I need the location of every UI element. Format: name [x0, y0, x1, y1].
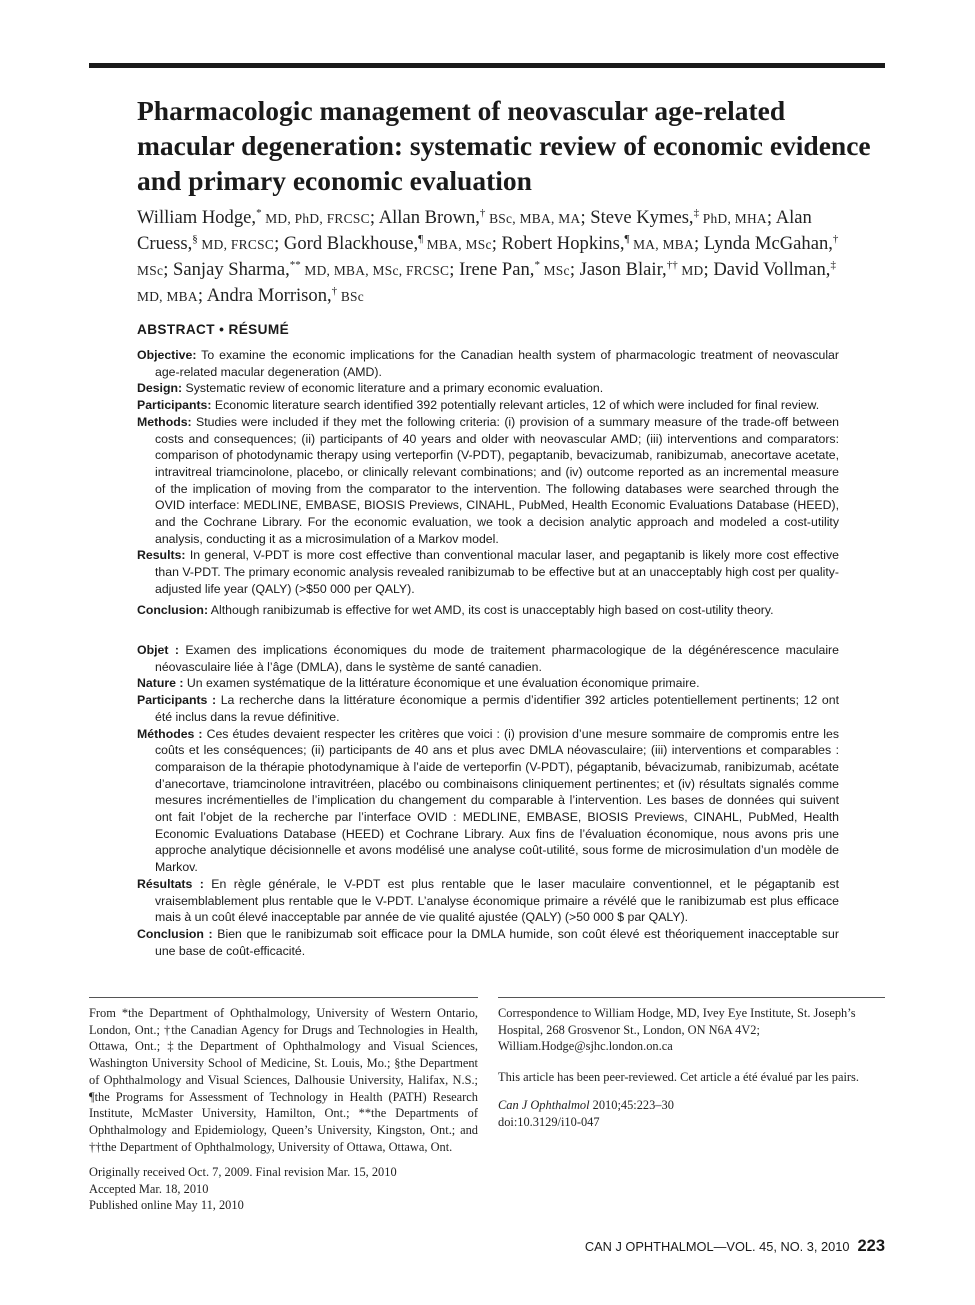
abstract-section: [137, 397, 839, 414]
author: [580, 259, 714, 280]
section-label: Design:: [137, 381, 183, 396]
author-separator: ;: [766, 207, 776, 228]
citation-doi: doi:10.3129/i10-047: [498, 1114, 600, 1129]
affiliations: From *the Department of Ophthalmology, University of Western Ontario, London, Ont.; †the Canadian Agency for Drugs and Technologies in Health, Ottawa, Ont.; ‡the Department of Ophthalmology and Visual Sciences, Washington University School of Medicine, St. Louis, Mo.; §the Department of Ophthalmology and Visual Sciences, Dalhousie University, Halifax, N.S.; ¶the Programs for Assessment of Technology in Health (PATH) Research Institute, McMaster University, Hamilton, Ont.; **the Departments of Ophthalmology and Epidemiology, Queen’s University, Kingston, Ont.; and ††the Department of Ophthalmology, University of Ottawa, Ottawa, Ont.: [89, 1006, 478, 1154]
affiliation-mark: *: [256, 206, 262, 219]
section-text: Examen des implications économiques du mode de traitement pharmacologique de la dégénérescence maculaire néovasculaire liée à l’âge (DMLA), dans le système de santé canadien.: [155, 643, 839, 674]
citation: [498, 1097, 885, 1130]
abstract-section: [137, 602, 839, 619]
section-text: Although ranibizumab is effective for wet AMD, its cost is unacceptably high based on cost-utility theory.: [208, 602, 774, 617]
author-name: Robert Hopkins,: [501, 233, 625, 254]
author-separator: ;: [580, 207, 591, 228]
affiliation-mark: ‡: [693, 206, 700, 219]
author-degrees: MD: [677, 263, 704, 278]
author-degrees: MD, PhD, FRCSC: [261, 211, 370, 226]
author: [502, 233, 704, 254]
section-label: Méthodes :: [137, 726, 203, 741]
abstract-section: [137, 876, 839, 926]
section-text: Ces études devaient respecter les critères que voici : (i) provision d’une mesure sommaire de compromis entre les coûts et les conséquences; (ii) participants de 40 ans et plus avec DMLA néovasculaire; (iii) interventions et comparables : comparaison de la thérapie photodynamique à l’aide de verteporfin (V-PDT), pégaptanib, bévacizumab, ranibizumab, acétate d’anecortave, triamcinolone intravitréen, placébo ou combinaisons cliniquement pertinentes; et (iv) résultats signalés comme mesures incrémentielles de l’implication du changement du comparable à l’intervention. Les bases de données qui suivent ont fait l’objet de la recherche par l’interface OVID : MEDLINE, EMBASE, BIOSIS Previews, CINAHL, PubMed, Health Economic Evaluations Database (HEED) et Cochrane Library. Aux fins de l’évaluation économique, nous avons pris une approche analytique décisionnelle et avons modélisé une analyse coût-utilité, sous forme de microsimulation d’un modèle de Markov.: [155, 726, 840, 875]
author-separator: ;: [449, 259, 460, 280]
author: [459, 259, 580, 280]
author-name: Sanjay Sharma,: [173, 259, 290, 280]
author-name: Andra Morrison,: [206, 285, 332, 306]
author-degrees: MD, FRCSC: [197, 237, 275, 252]
date-received: Originally received Oct. 7, 2009. Final revision Mar. 15, 2010: [89, 1165, 397, 1179]
author-name: Gord Blackhouse,: [283, 233, 419, 254]
section-label: Objective:: [137, 348, 197, 362]
abstract-section: [137, 726, 839, 876]
affiliation-mark: †: [331, 284, 338, 297]
top-rule: [89, 63, 885, 68]
abstract-section: [137, 414, 839, 548]
author-degrees: BSc, MBA, MA: [485, 211, 581, 226]
date-accepted: Accepted Mar. 18, 2010: [89, 1181, 209, 1196]
footnote-divider-left: [89, 997, 478, 998]
author: [379, 207, 591, 228]
section-text: To examine the economic implications for the Canadian health system of pharmacologic treatment of neovascular age-related macular degeneration (AMD).: [155, 348, 839, 379]
section-text: Economic literature search identified 392 potentially relevant articles, 12 of which were included for final review.: [211, 398, 820, 413]
author: [284, 233, 502, 254]
abstract-section: [137, 380, 839, 397]
section-text: Bien que le ranibizumab soit efficace pour la DMLA humide, son coût élevé est théoriquement inacceptable sur une base de coût-efficacité.: [155, 926, 839, 958]
section-text: In general, V-PDT is more cost effective than conventional macular laser, and pegaptanib is likely more cost effective than V-PDT. The primary economic analysis revealed ranibizumab to be effective but at an unacceptably high cost per quality-adjusted life year (QALY) (>$50 000 per QALY).: [155, 548, 839, 596]
section-text: Systematic review of economic literature and a primary economic evaluation.: [182, 381, 604, 396]
author-name: Alan Cruess,: [137, 207, 812, 254]
author-list: [137, 205, 857, 309]
abstract-heading: ABSTRACT • RÉSUMÉ: [137, 322, 290, 337]
author-name: William Hodge,: [137, 207, 257, 228]
author-separator: ;: [703, 259, 714, 280]
section-label: Conclusion :: [137, 926, 213, 941]
section-label: Nature :: [137, 676, 184, 691]
abstract-english: [137, 347, 839, 618]
author-degrees: MA, MBA: [629, 237, 694, 252]
section-text: La recherche dans la littérature économique a permis d’identifier 392 articles potentiellement pertinents; 12 ont été inclus dans la revue définitive.: [155, 693, 839, 724]
section-label: Methods:: [137, 414, 192, 429]
author-degrees: BSc: [337, 289, 365, 304]
section-label: Objet :: [137, 643, 179, 657]
correspondence: Correspondence to William Hodge, MD, Ivey Eye Institute, St. Joseph’s Hospital, 268 Grosvenor St., London, ON N6A 4V2; William.Hodge@sjhc.london.on.ca: [498, 1006, 856, 1054]
affiliation-mark: §: [192, 232, 198, 245]
affiliation-mark: †: [479, 206, 486, 219]
abstract-section: [137, 642, 839, 675]
author-name: Jason Blair,: [579, 259, 667, 280]
affiliation-mark: ‡: [830, 258, 836, 271]
author-degrees: PhD, MHA: [699, 211, 767, 226]
section-label: Participants :: [137, 693, 217, 708]
author-separator: ;: [197, 285, 207, 306]
author: [173, 259, 459, 280]
section-label: Participants:: [137, 398, 212, 413]
author-name: Steve Kymes,: [590, 207, 694, 228]
author-name: Lynda McGahan,: [703, 233, 833, 254]
affiliation-mark: *: [534, 258, 540, 271]
section-text: En règle générale, le V-PDT est plus rentable que le laser maculaire conventionnel, et le pégaptanib est vraisemblablement plus rentable que le V-PDT. L’analyse économique primaire a révélé que le ranibizumab est plus efficace mais à un coût élevé inacceptable par année de vie qualité ajustée (QALY) (>50 000 $ par QALY).: [155, 876, 839, 925]
author-separator: ;: [369, 207, 379, 228]
author-degrees: MBA, MSc: [423, 237, 492, 252]
author-name: Allan Brown,: [378, 207, 480, 228]
citation-details: 2010;45:223–30: [589, 1098, 674, 1112]
affiliation-mark: ††: [666, 258, 678, 271]
affiliation-mark: †: [832, 232, 839, 245]
affiliation-mark: ¶: [624, 232, 630, 245]
running-footer: [585, 1237, 885, 1256]
author-name: Irene Pan,: [459, 259, 535, 280]
abstract-section: [137, 547, 839, 597]
affiliation-mark: **: [289, 258, 301, 271]
section-text: Studies were included if they met the following criteria: (i) provision of a summary measure of the trade-off between costs and consequences; (ii) participants of 40 years and older with neovascular AMD; (iii) interventions and comparators: comparison of photodynamic therapy using verteporfin (V-PDT), pegaptanib, bevacizumab, ranibizumab, anecortave acetate, intravitreal triamcinolone, placebo, or clinically relevant combinations; and (iv) outcome reported as an incremental measure of the implication of moving from the comparator to the intervention. The following databases were searched through the OVID interface: MEDLINE, EMBASE, BIOSIS Previews, CINAHL, PubMed, Health Economic Evaluations Database (HEED), and the Cochrane Library. For the economic evaluation, we took a decision analytic approach and modeled a cost-utility analysis, conducting it as a microsimulation of a Markov model.: [155, 414, 839, 546]
citation-journal: Can J Ophthalmol: [498, 1098, 590, 1112]
author-name: David Vollman,: [713, 259, 831, 280]
page-number: 223: [857, 1237, 885, 1255]
section-label: Results:: [137, 548, 186, 563]
footnote-divider-right: [498, 997, 885, 998]
article-dates: [89, 1164, 478, 1214]
author-separator: ;: [163, 259, 174, 280]
author: [207, 285, 364, 306]
author-degrees: MSc: [539, 263, 570, 278]
abstract-section: [137, 926, 839, 959]
author-separator: ;: [274, 233, 284, 254]
affiliation-mark: ¶: [418, 232, 424, 245]
abstract-section: [137, 347, 839, 380]
abstract-french: [137, 642, 839, 959]
section-label: Résultats :: [137, 876, 204, 891]
author-separator: ;: [693, 233, 704, 254]
section-label: Conclusion:: [137, 602, 209, 617]
article-title: Pharmacologic management of neovascular age-related macular degeneration: systematic review of economic evidence and primary economic evaluation: [137, 95, 871, 196]
peer-review-note: This article has been peer-reviewed. Cet article a été évalué par les pairs.: [498, 1070, 859, 1084]
author: [137, 207, 379, 228]
author-separator: ;: [569, 259, 580, 280]
abstract-section: [137, 692, 839, 725]
abstract-section: [137, 675, 839, 692]
date-published: Published online May 11, 2010: [89, 1198, 244, 1213]
author-degrees: MD, MBA, MSc, FRCSC: [300, 263, 450, 278]
author-degrees: MSc: [137, 263, 164, 278]
author: [590, 207, 775, 228]
author-separator: ;: [491, 233, 502, 254]
author-degrees: MD, MBA: [137, 289, 198, 304]
section-text: Un examen systématique de la littérature économique et une évaluation économique primaire.: [183, 676, 700, 691]
running-footer-journal: CAN J OPHTHALMOL—VOL. 45, NO. 3, 2010: [584, 1239, 850, 1254]
